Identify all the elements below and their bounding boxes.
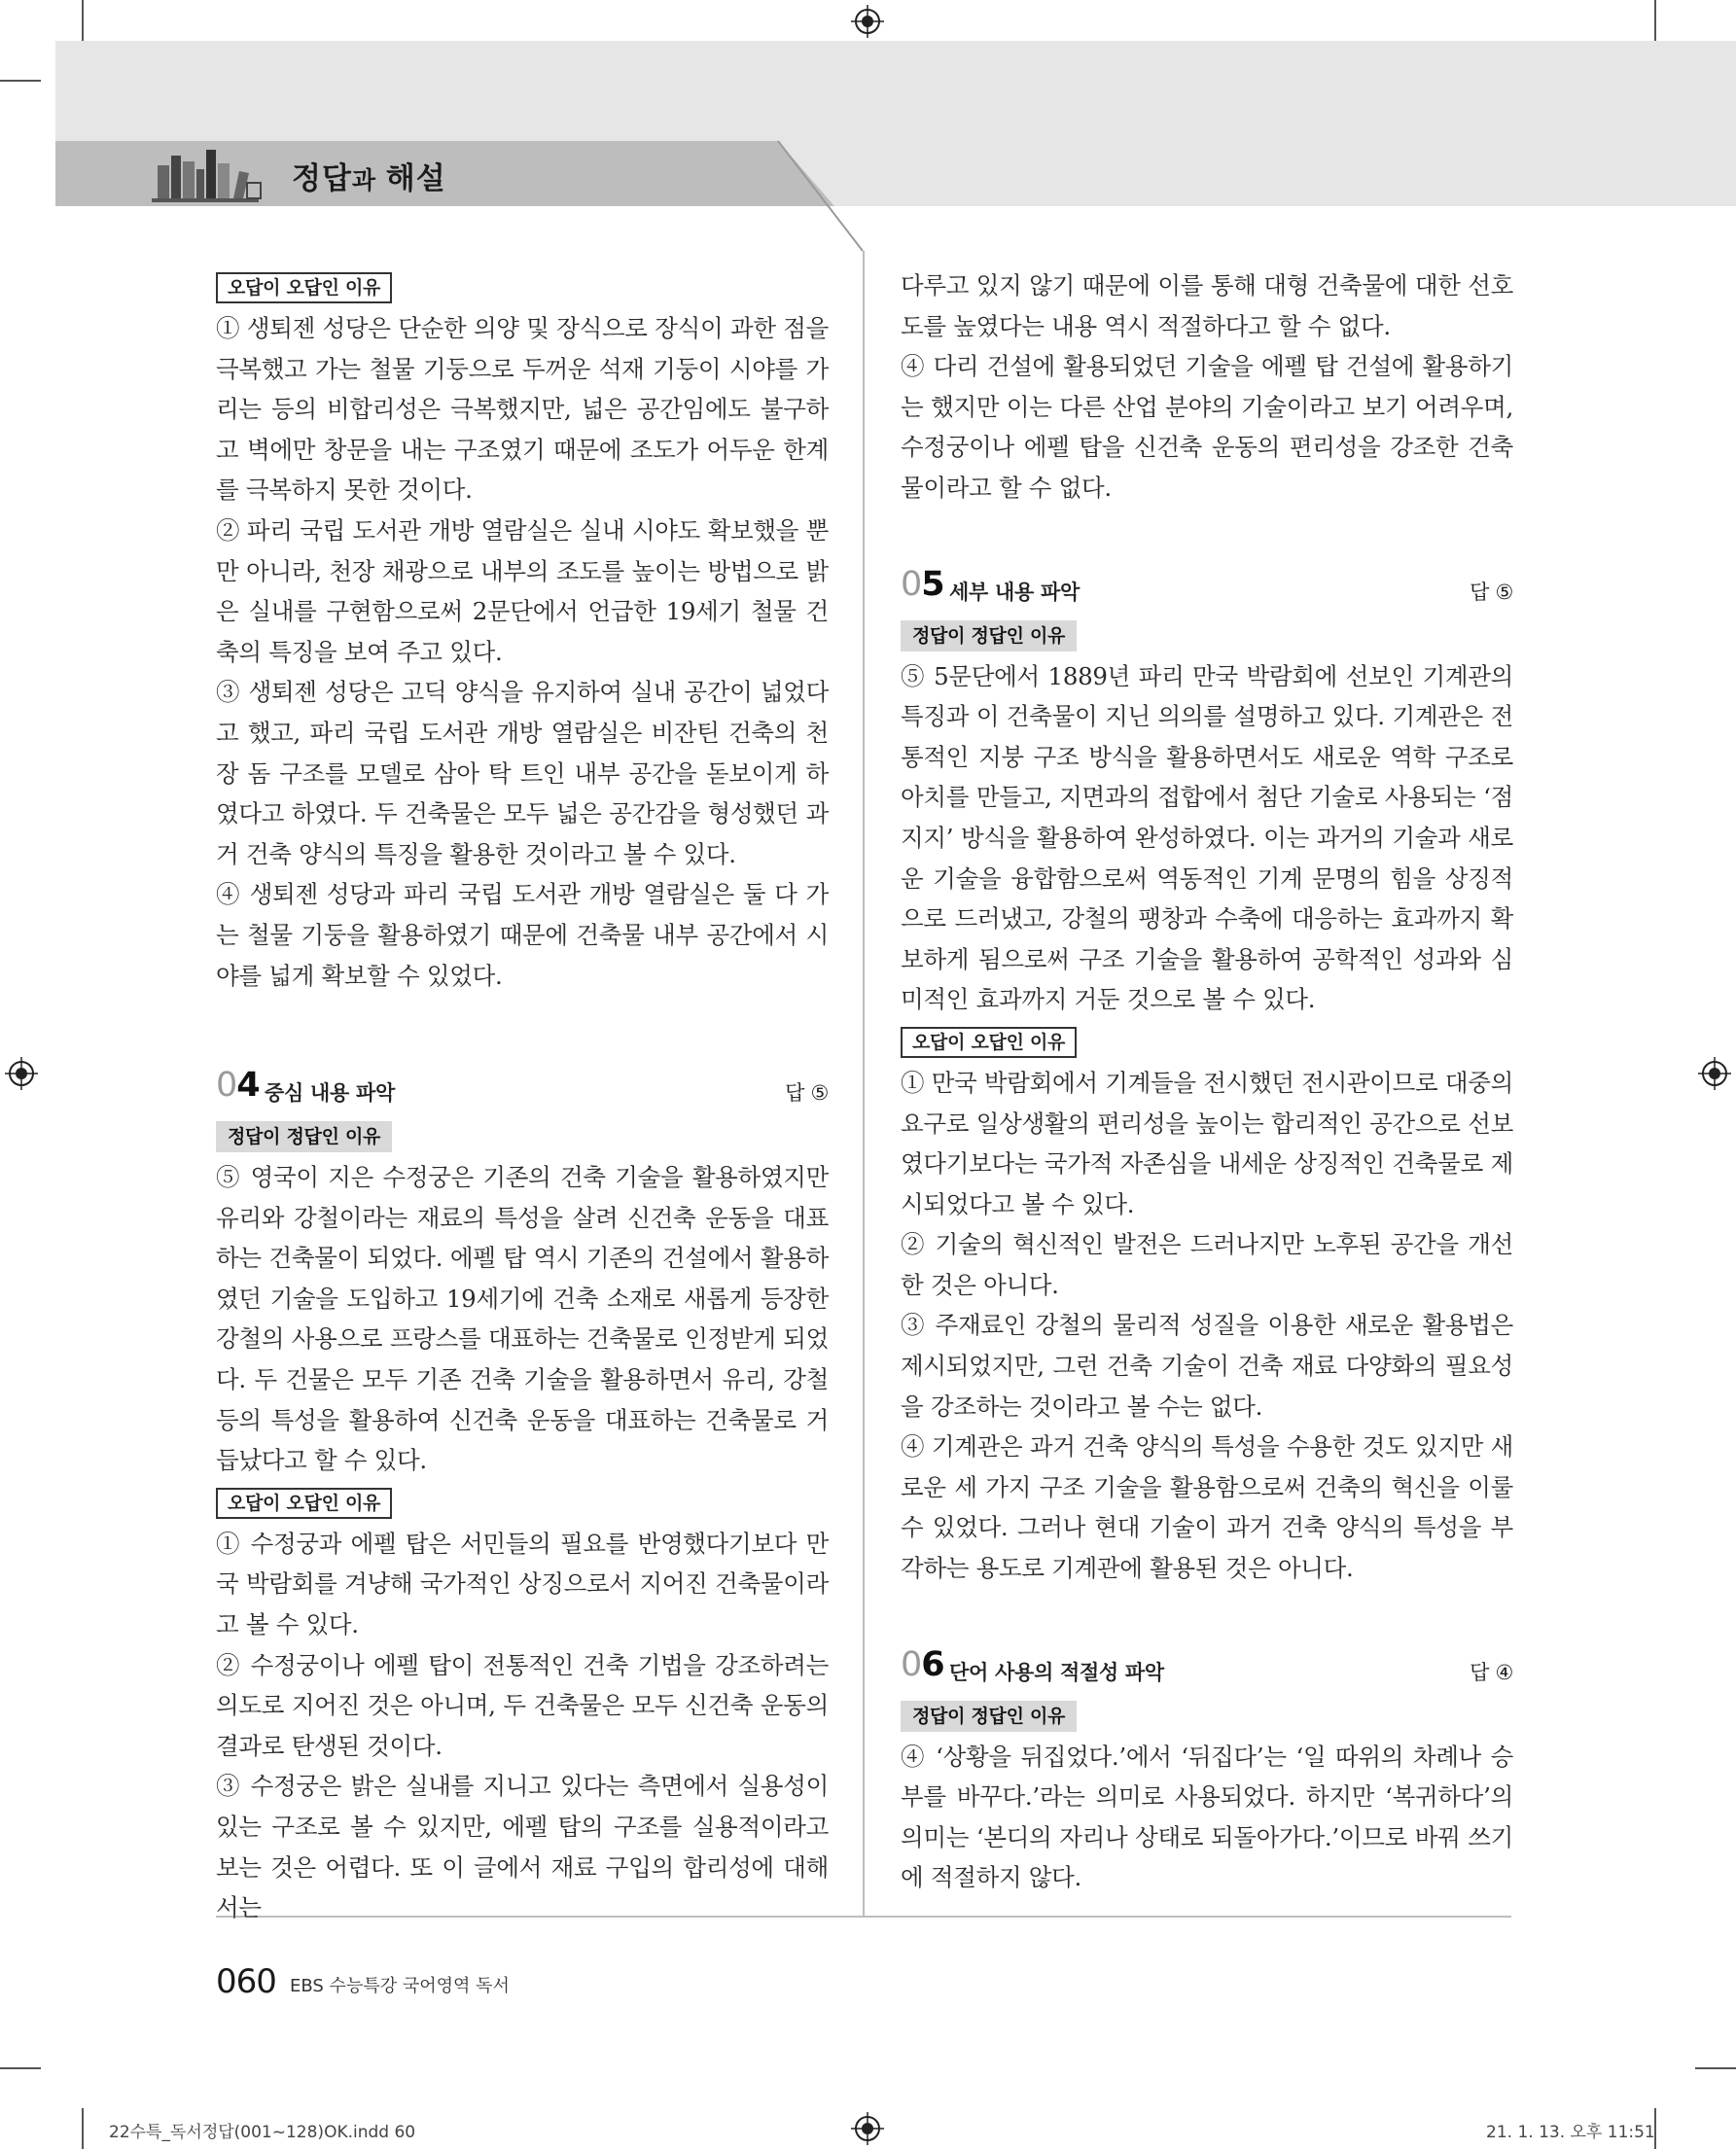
question-header-06 <box>901 1643 1513 1694</box>
explanation-paragraph: ⑤ 5문단에서 1889년 파리 만국 박람회에 선보인 기계관의 특징과 이 건축물이 지닌 의의를 설명하고 있다. 기계관은 전통적인 지붕 구조 방식을 활용하면서도 새로운 역학 구조로 아치를 만들고, 지면과의 접합에서 첨단 기술로 사용되는 ‘점지지’ 방식을 활용하여 완성하였다. 이는 과거의 기술과 새로운 기술을 융합함으로써 역동적인 기계 문명의 힘을 상징적으로 드러냈고, 강철의 팽창과 수축에 대응하는 효과까지 확보하게 됨으로써 구조 기술을 활용하여 공학적인 성과와 심미적인 효과까지 거둔 것으로 볼 수 있다. <box>901 661 1513 1014</box>
registration-mark-left <box>5 1057 38 1090</box>
explanation-paragraph: ② 기술의 혁신적인 발전은 드러나지만 노후된 공간을 개선한 것은 아니다. <box>901 1230 1513 1299</box>
print-timestamp: 21. 1. 13. 오후 11:51 <box>1486 2123 1655 2142</box>
question-header-04 <box>216 1064 829 1114</box>
question-number: 05 <box>901 564 944 604</box>
explanation-paragraph: ① 생퇴젠 성당은 단순한 의양 및 장식으로 장식이 과한 점을 극복했고 가는 철물 기둥으로 두꺼운 석재 기둥이 시야를 가리는 등의 비합리성은 극복했지만, 넓은 공간임에도 불구하고 벽에만 창문을 내는 구조였기 때문에 조도가 어두운 한계를 극복하지 못한 것이다. <box>216 314 829 505</box>
crop-mark <box>1695 2067 1736 2069</box>
question-answer: 답 ④ <box>1470 1660 1513 1684</box>
explanation-paragraph: ④ 생퇴젠 성당과 파리 국립 도서관 개방 열람실은 둘 다 가는 철물 기둥을 활용하였기 때문에 건축물 내부 공간에서 시야를 넓게 확보할 수 있었다. <box>216 880 829 990</box>
explanation-paragraph: ③ 주재료인 강철의 물리적 성질을 이용한 새로운 활용법은 제시되었지만, 그런 건축 기술이 건축 재료 다양화의 필요성을 강조하는 것이라고 볼 수는 없다. <box>901 1311 1513 1421</box>
explanation-paragraph: ④ ‘상황을 뒤집었다.’에서 ‘뒤집다’는 ‘일 따위의 차례나 승부를 바꾸다.’라는 의미로 사용되었다. 하지만 ‘복귀하다’의 의미는 ‘본디의 자리나 상태로 되돌아가다.’이므로 바꿔 쓰기에 적절하지 않다. <box>901 1742 1513 1892</box>
explanation-paragraph: ① 수정궁과 에펠 탑은 서민들의 필요를 반영했다기보다 만국 박람회를 겨냥해 국가적인 상징으로서 지어진 건축물이라고 볼 수 있다. <box>216 1529 829 1639</box>
right-column <box>901 265 1513 1898</box>
explanation-paragraph: 다루고 있지 않기 때문에 이를 통해 대형 건축물에 대한 선호도를 높였다는 내용 역시 적절하다고 할 수 없다. <box>901 271 1513 340</box>
explanation-paragraph: ③ 생퇴젠 성당은 고딕 양식을 유지하여 실내 공간이 넓었다고 했고, 파리 국립 도서관 개방 열람실은 비잔틴 건축의 천장 돔 구조를 모델로 삼아 탁 트인 내부 공간을 돋보이게 하였다고 하였다. 두 건축물은 모두 넓은 공간감을 형성했던 과거 건축 양식의 특징을 활용한 것이라고 볼 수 있다. <box>216 678 829 868</box>
registration-mark-right <box>1698 1057 1731 1090</box>
print-file-name: 22수특_독서정답(001~128)OK.indd 60 <box>109 2123 416 2142</box>
explanation-paragraph: ③ 수정궁은 밝은 실내를 지니고 있다는 측면에서 실용성이 있는 구조로 볼 수 있지만, 에펠 탑의 구조를 실용적이라고 보는 것은 어렵다. 또 이 글에서 재료 구입의 합리성에 대해서는 <box>216 1772 829 1922</box>
explanation-paragraph: ⑤ 영국이 지은 수정궁은 기존의 건축 기술을 활용하였지만 유리와 강철이라는 재료의 특성을 살려 신건축 운동을 대표하는 건축물이 되었다. 에펠 탑 역시 기존의 건설에서 활용하였던 기술을 도입하고 19세기에 건축 소재로 새롭게 등장한 강철의 사용으로 프랑스를 대표하는 건축물로 인정받게 되었다. 두 건물은 모두 기존 건축 기술을 활용하면서 유리, 강철 등의 특성을 활용하여 신건축 운동을 대표하는 건축물로 거듭났다고 할 수 있다. <box>216 1163 829 1475</box>
books-icon <box>144 144 266 204</box>
explanation-paragraph: ① 만국 박람회에서 기계들을 전시했던 전시관이므로 대중의 요구로 일상생활의 편리성을 높이는 합리적인 공간으로 선보였다기보다는 국가적 자존심을 내세운 상징적인 건축물로 제시되었다고 볼 수 있다. <box>901 1068 1513 1218</box>
question-header-05 <box>901 563 1513 614</box>
correct-reason-tag: 정답이 정답인 이유 <box>216 1121 392 1152</box>
question-title: 세부 내용 파악 <box>949 580 1080 604</box>
question-title: 단어 사용의 적절성 파악 <box>949 1660 1164 1684</box>
question-number: 06 <box>901 1644 944 1684</box>
wrong-reason-tag: 오답이 오답인 이유 <box>216 272 392 303</box>
question-answer: 답 ⑤ <box>785 1081 829 1106</box>
column-divider <box>863 251 865 1916</box>
registration-mark-bottom <box>851 2112 884 2145</box>
wrong-reason-tag: 오답이 오답인 이유 <box>901 1027 1077 1058</box>
question-title: 중심 내용 파악 <box>265 1081 395 1106</box>
question-answer: 답 ⑤ <box>1470 580 1513 604</box>
question-number: 04 <box>216 1066 260 1106</box>
wrong-reason-tag: 오답이 오답인 이유 <box>216 1488 392 1519</box>
crop-mark <box>82 2108 84 2149</box>
correct-reason-tag: 정답이 정답인 이유 <box>901 1701 1077 1732</box>
explanation-paragraph: ② 수정궁이나 에펠 탑이 전통적인 건축 기법을 강조하려는 의도로 지어진 것은 아니며, 두 건축물은 모두 신건축 운동의 결과로 탄생된 것이다. <box>216 1650 829 1760</box>
book-title: EBS 수능특강 국어영역 독서 <box>290 1976 510 1996</box>
explanation-paragraph: ④ 기계관은 과거 건축 양식의 특성을 수용한 것도 있지만 새로운 세 가지 구조 기술을 활용함으로써 건축의 혁신을 이룰 수 있었다. 그러나 현대 기술이 과거 건축 양식의 특성을 부각하는 용도로 기계관에 활용된 것은 아니다. <box>901 1432 1513 1583</box>
correct-reason-tag: 정답이 정답인 이유 <box>901 620 1077 652</box>
page-number: 060 <box>216 1962 276 2001</box>
left-column <box>216 265 829 1928</box>
crop-mark <box>0 2067 41 2069</box>
explanation-paragraph: ④ 다리 건설에 활용되었던 기술을 에펠 탑 건설에 활용하기는 했지만 이는 다른 산업 분야의 기술이라고 보기 어려우며, 수정궁이나 에펠 탑을 신건축 운동의 편리성을 강조한 건축물이라고 할 수 없다. <box>901 352 1513 502</box>
page-title: 정답과 해설 <box>292 161 446 196</box>
explanation-paragraph: ② 파리 국립 도서관 개방 열람실은 실내 시야도 확보했을 뿐만 아니라, 천장 채광으로 내부의 조도를 높이는 방법으로 밝은 실내를 구현함으로써 2문단에서 언급한 19세기 철물 건축의 특징을 보여 주고 있다. <box>216 515 829 666</box>
